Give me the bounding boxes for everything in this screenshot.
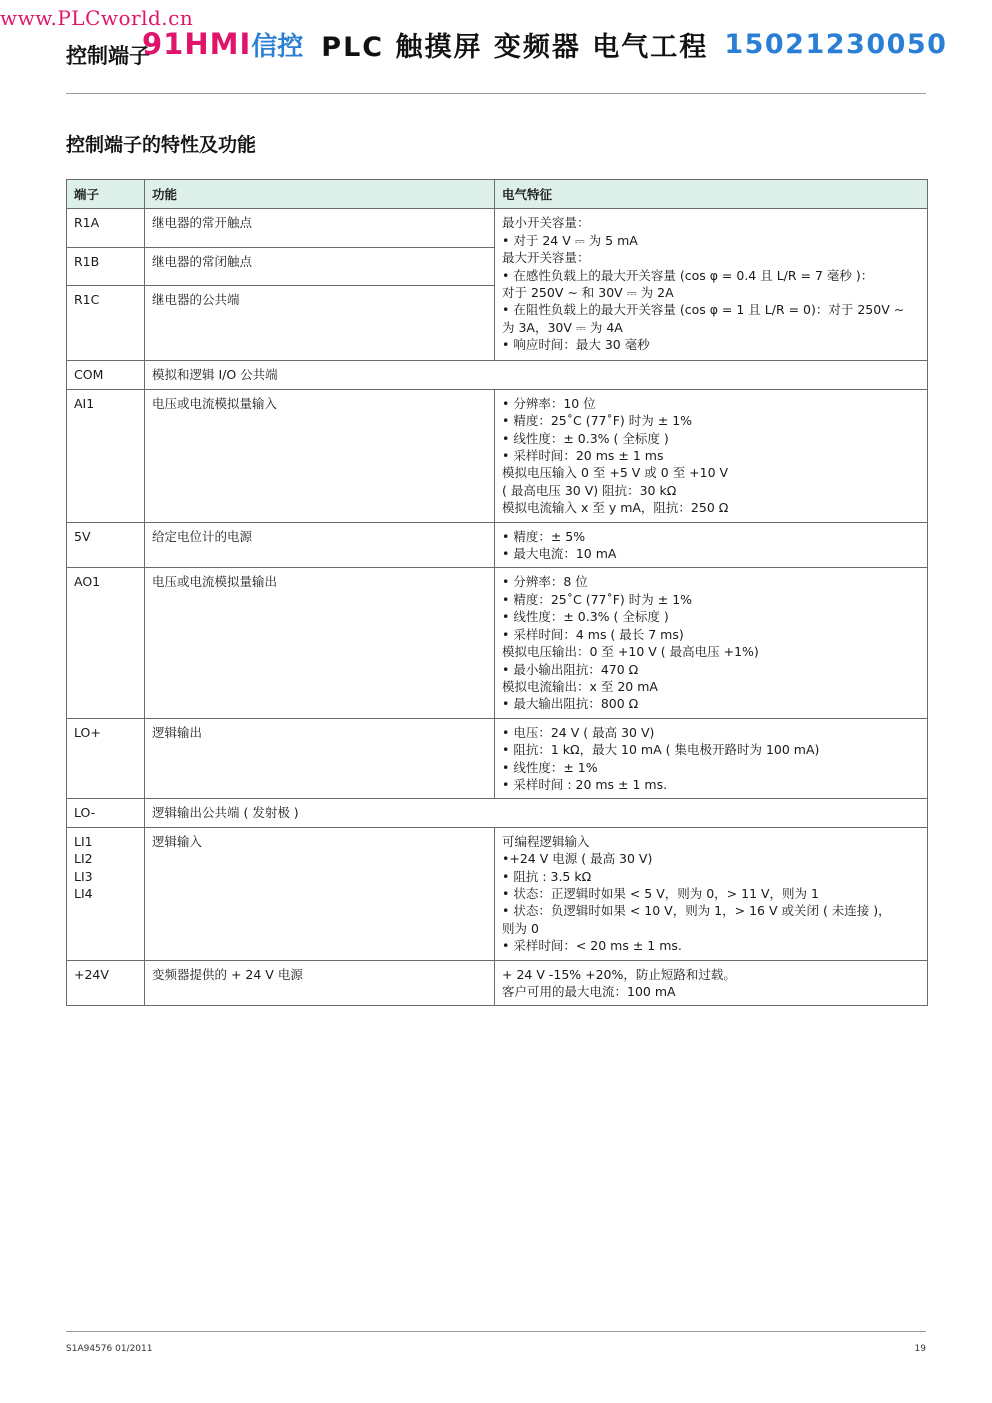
spec-line: • 线性度：± 0.3% ( 全标度 ) bbox=[502, 430, 669, 446]
header-function: 功能 bbox=[145, 180, 495, 209]
spec-line: • 精度：25˚C (77˚F) 时为 ± 1% bbox=[502, 591, 693, 607]
spec-line: • 分辨率：8 位 bbox=[502, 574, 588, 590]
spec-line: 则为 0 bbox=[502, 920, 539, 936]
terminal-cell bbox=[67, 568, 145, 718]
electrical-cell bbox=[495, 522, 928, 568]
banner-phone: 15021230050 bbox=[724, 28, 948, 60]
table-row bbox=[67, 718, 928, 799]
function-cell: 逻辑输出 bbox=[145, 718, 495, 799]
electrical-cell bbox=[495, 827, 928, 960]
spec-line: •+24 V 电源 ( 最高 30 V) bbox=[502, 851, 653, 867]
electrical-cell bbox=[495, 718, 928, 799]
spec-line: 客户可用的最大电流：100 mA bbox=[502, 984, 676, 999]
page-header-title: 控制端子 bbox=[66, 44, 150, 68]
terminal-cell: R1B bbox=[67, 248, 145, 286]
spec-line: 模拟电流输入 x 至 y mA，阻抗：250 Ω bbox=[502, 500, 729, 516]
spec-line: • 对于 24 V ⎓ 为 5 mA bbox=[502, 232, 638, 248]
spec-line: • 采样时间：20 ms ± 1 ms bbox=[502, 448, 664, 464]
terminal-cell bbox=[67, 960, 145, 1006]
terminal-label: LI4 bbox=[74, 885, 93, 901]
electrical-cell-relay bbox=[495, 209, 928, 361]
terminal-cell: COM bbox=[67, 361, 145, 389]
spec-line: • 电压：24 V ( 最高 30 V) bbox=[502, 724, 655, 740]
spec-line: • 线性度：± 0.3% ( 全标度 ) bbox=[502, 609, 669, 625]
spec-line: 对于 250V ∼ 和 30V ⎓ 为 2A bbox=[502, 285, 674, 301]
section-title: 控制端子的特性及功能 bbox=[66, 134, 257, 156]
spec-line: • 响应时间：最大 30 毫秒 bbox=[502, 337, 650, 353]
terminal-label: +24V bbox=[74, 966, 109, 982]
spec-line: ( 最高电压 30 V) 阻抗：30 kΩ bbox=[502, 482, 677, 498]
terminal-label: 5V bbox=[74, 528, 91, 544]
spec-line: • 状态：正逻辑时如果 < 5 V，则为 0，> 11 V，则为 1 bbox=[502, 885, 819, 901]
function-cell: 电压或电流模拟量输出 bbox=[145, 568, 495, 718]
spec-line: 为 3A，30V ⎓ 为 4A bbox=[502, 319, 623, 335]
table-header-row bbox=[67, 180, 928, 209]
spec-line: • 精度：25˚C (77˚F) 时为 ± 1% bbox=[502, 413, 693, 429]
terminal-label: LI2 bbox=[74, 851, 93, 867]
spec-line: • 采样时间 : 20 ms ± 1 ms. bbox=[502, 776, 668, 792]
spec-line: 模拟电压输入 0 至 +5 V 或 0 至 +10 V bbox=[502, 465, 729, 481]
spec-line: • 在感性负载上的最大开关容量 (cos φ = 0.4 且 L/R = 7 毫秒 )： bbox=[502, 267, 874, 283]
function-cell: 继电器的常开触点 bbox=[145, 209, 495, 248]
function-cell: 变频器提供的 + 24 V 电源 bbox=[145, 960, 495, 1006]
spec-line: • 最小输出阻抗：470 Ω bbox=[502, 661, 639, 677]
header-terminal: 端子 bbox=[67, 180, 145, 209]
spec-line: • 线性度：± 1% bbox=[502, 759, 598, 775]
spec-line: 模拟电流输出：x 至 20 mA bbox=[502, 678, 658, 694]
terminal-cell bbox=[67, 718, 145, 799]
spec-line: 模拟电压输出：0 至 +10 V ( 最高电压 +1%) bbox=[502, 644, 759, 660]
terminal-cell: R1A bbox=[67, 209, 145, 248]
table-row bbox=[67, 960, 928, 1006]
watermark-banner bbox=[142, 26, 947, 62]
spec-line: • 状态：负逻辑时如果 < 10 V，则为 1，> 16 V 或关闭 ( 未连接 )， bbox=[502, 903, 891, 919]
spec-line: • 阻抗：1 kΩ，最大 10 mA ( 集电极开路时为 100 mA) bbox=[502, 742, 820, 758]
function-cell: 模拟和逻辑 I/O 公共端 bbox=[145, 361, 928, 389]
table-row bbox=[67, 209, 928, 248]
spec-line: • 分辨率：10 位 bbox=[502, 395, 596, 411]
spec-line: • 精度：± 5% bbox=[502, 528, 586, 544]
header-divider bbox=[66, 93, 926, 94]
terminal-label: LO+ bbox=[74, 724, 101, 740]
table-row bbox=[67, 568, 928, 718]
spec-line: 最小开关容量： bbox=[502, 215, 590, 231]
spec-line: • 最大输出阻抗：800 Ω bbox=[502, 696, 639, 712]
footer-divider bbox=[66, 1331, 926, 1332]
table-row bbox=[67, 361, 928, 389]
spec-line: + 24 V -15% +20%，防止短路和过载。 bbox=[502, 966, 736, 982]
terminal-cell: R1C bbox=[67, 286, 145, 361]
table-row bbox=[67, 799, 928, 827]
terminal-label: LI3 bbox=[74, 868, 93, 884]
spec-line: • 在阻性负载上的最大开关容量 (cos φ = 1 且 L/R = 0)：对于 250V ∼ bbox=[502, 302, 905, 318]
header-electrical: 电气特征 bbox=[495, 180, 928, 209]
function-cell: 电压或电流模拟量输入 bbox=[145, 389, 495, 522]
spec-line: 最大开关容量： bbox=[502, 250, 590, 266]
electrical-cell bbox=[495, 568, 928, 718]
terminal-label: AO1 bbox=[74, 574, 101, 590]
terminal-label: LI1 bbox=[74, 833, 93, 849]
banner-hmi: HMI bbox=[184, 27, 252, 61]
spec-line: 可编程逻辑输入 bbox=[502, 833, 590, 849]
page-number: 19 bbox=[914, 1344, 926, 1354]
electrical-cell bbox=[495, 389, 928, 522]
banner-91: 91 bbox=[142, 27, 185, 61]
terminal-cell: LO- bbox=[67, 799, 145, 827]
spec-line: • 最大电流：10 mA bbox=[502, 546, 617, 562]
function-cell: 逻辑输入 bbox=[145, 827, 495, 960]
banner-xinkong: 信控 bbox=[251, 31, 304, 62]
watermark-url: www.PLCworld.cn bbox=[0, 6, 194, 30]
spec-line: • 采样时间：4 ms ( 最长 7 ms) bbox=[502, 626, 684, 642]
function-cell: 给定电位计的电源 bbox=[145, 522, 495, 568]
terminal-spec-table bbox=[66, 179, 928, 1006]
footer-doc-ref: S1A94576 01/2011 bbox=[66, 1344, 153, 1354]
electrical-cell bbox=[495, 960, 928, 1006]
terminal-cell bbox=[67, 522, 145, 568]
terminal-label: AI1 bbox=[74, 395, 95, 411]
function-cell: 继电器的常闭触点 bbox=[145, 248, 495, 286]
spec-line: • 采样时间：< 20 ms ± 1 ms. bbox=[502, 938, 682, 954]
terminal-cell bbox=[67, 389, 145, 522]
table-row bbox=[67, 827, 928, 960]
spec-line: • 阻抗 : 3.5 kΩ bbox=[502, 868, 592, 884]
function-cell: 逻辑输出公共端 ( 发射极 ) bbox=[145, 799, 928, 827]
function-cell: 继电器的公共端 bbox=[145, 286, 495, 361]
table-row bbox=[67, 522, 928, 568]
terminal-cell bbox=[67, 827, 145, 960]
table-row bbox=[67, 389, 928, 522]
banner-services: PLC 触摸屏 变频器 电气工程 bbox=[321, 31, 709, 63]
